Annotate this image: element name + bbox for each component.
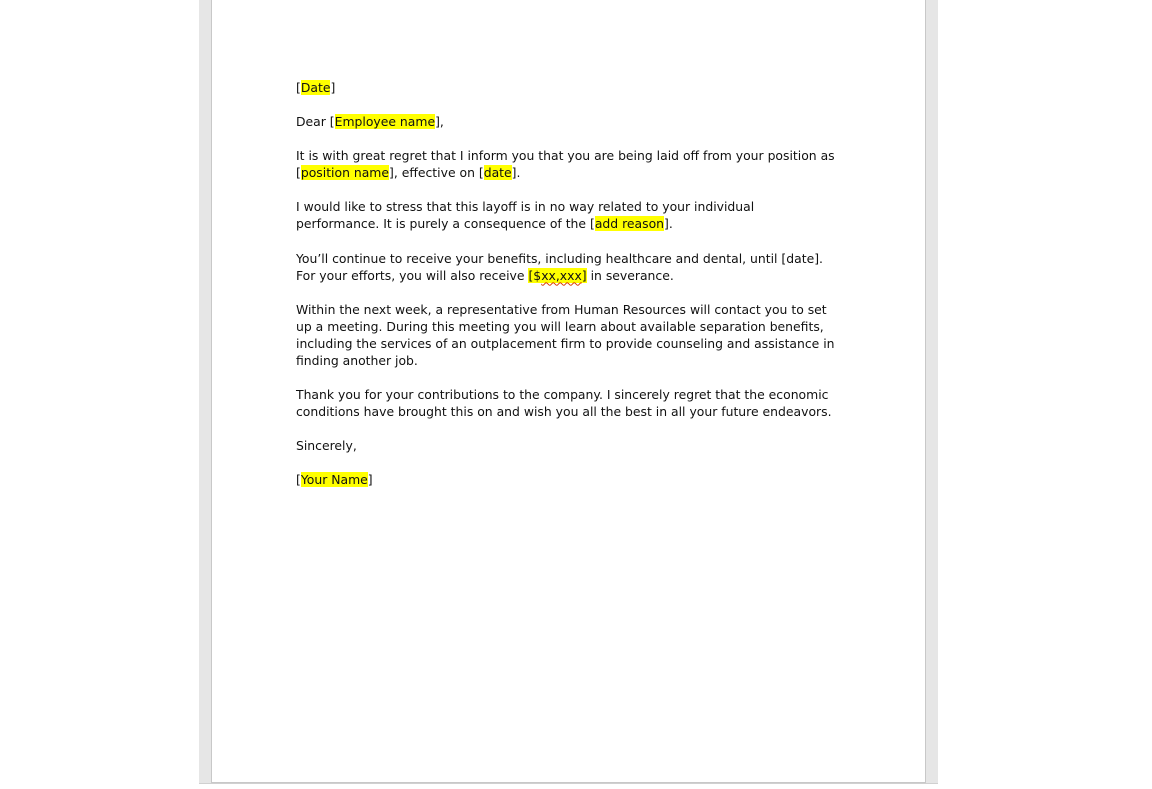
paragraph-layoff-notice[interactable]: [296, 147, 841, 181]
p2-text-a: I would like to stress that this layoff is in no way related to your individual performance. It is purely a consequence of the [: [296, 199, 755, 232]
p1-text-a: It is with great regret that I inform you that you are being laid off from your position as [: [296, 148, 835, 181]
signature-line[interactable]: [Your Name]: [296, 472, 373, 488]
p3-text-b: in severance.: [586, 267, 674, 283]
p1-text-b: ], effective on [: [389, 165, 484, 181]
employee-name-placeholder[interactable]: Employee name: [334, 114, 436, 130]
page-bottom-edge: [199, 783, 938, 784]
p3-text-a: You’ll continue to receive your benefits, including healthcare and dental, until [date]. For your efforts, you will also receive: [296, 250, 823, 283]
document-page[interactable]: [211, 0, 926, 783]
p2-text-b: ].: [664, 216, 673, 232]
paragraph-hr-meeting[interactable]: Within the next week, a representative from Human Resources will contact you to set up a meeting. During this meeting you will learn about available separation benefits, including the services of an outplacement firm to provide counseling and assistance in finding another job.: [296, 301, 835, 369]
severance-placeholder[interactable]: [528, 268, 586, 283]
your-name-placeholder[interactable]: Your Name: [300, 472, 368, 488]
document-body[interactable]: [296, 79, 841, 506]
salutation-suffix: ],: [435, 114, 444, 130]
reason-placeholder[interactable]: add reason: [594, 216, 665, 232]
severance-amount-spellcheck[interactable]: xx,xxx: [541, 267, 582, 283]
salutation[interactable]: [296, 113, 841, 130]
severance-close: ]: [581, 267, 587, 283]
paragraph-reason[interactable]: [296, 198, 841, 232]
paragraph-benefits[interactable]: [296, 250, 841, 284]
date-line[interactable]: [Date]: [296, 80, 336, 95]
salutation-prefix: Dear [: [296, 114, 335, 130]
date-placeholder[interactable]: Date: [300, 80, 331, 95]
p1-text-c: ].: [511, 165, 521, 181]
position-name-placeholder[interactable]: position name: [300, 165, 389, 181]
effective-date-placeholder[interactable]: date: [483, 165, 512, 181]
closing[interactable]: Sincerely,: [296, 438, 357, 454]
severance-open: [$: [528, 267, 542, 283]
paragraph-thanks[interactable]: Thank you for your contributions to the company. I sincerely regret that the economic conditions have brought this on and wish you all the best in all your future endeavors.: [296, 387, 832, 420]
